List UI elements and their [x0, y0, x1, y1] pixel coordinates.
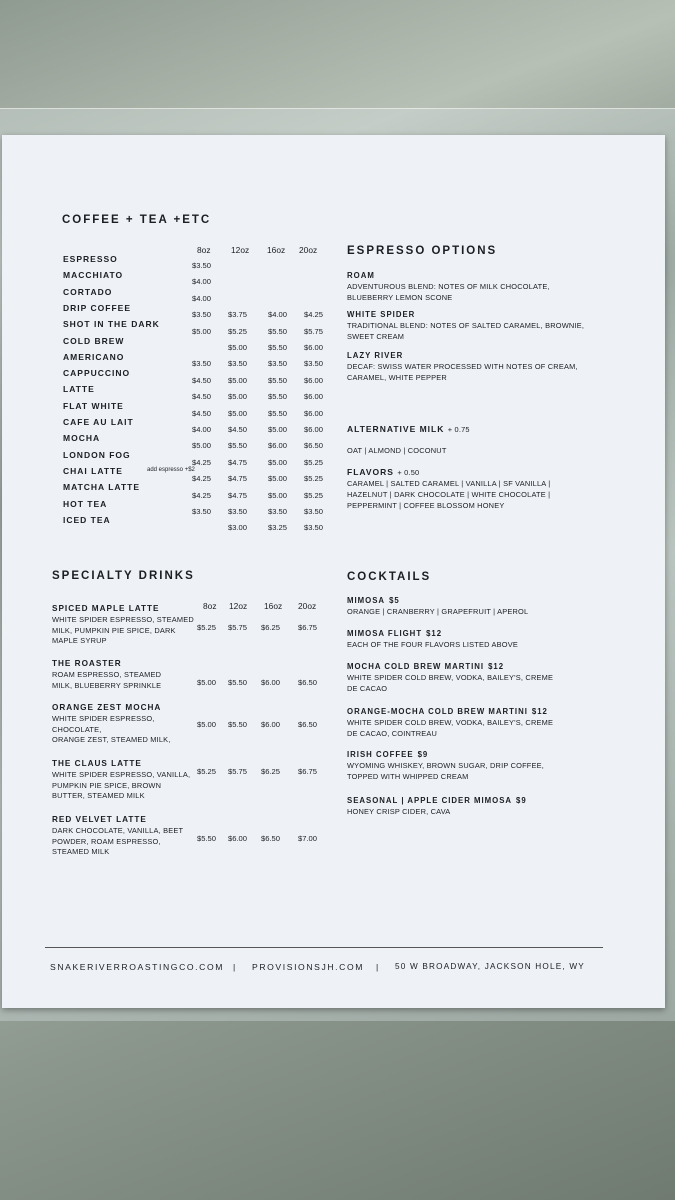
coffee-price-cell: $4.75: [228, 474, 248, 484]
flavors-title: FLAVORS: [347, 467, 394, 477]
coffee-price-cell: $3.50: [304, 507, 324, 516]
coffee-price-cell: $4.75: [228, 457, 248, 467]
coffee-item-name: CHAI LATTE: [63, 465, 123, 476]
coffee-item-name: HOT TEA: [63, 498, 108, 509]
specialty-price-cell: $7.00: [298, 834, 318, 843]
coffee-price-cell: $6.00: [304, 425, 324, 434]
specialty-price-cell: $5.50: [228, 720, 248, 729]
specialty-item-desc: CHOCOLATE,: [52, 724, 102, 734]
coffee-price-cell: $5.75: [304, 326, 324, 336]
coffee-price-cell: $3.50: [192, 359, 212, 369]
specialty-price-cell: $5.75: [228, 767, 248, 776]
cocktail-name: SEASONAL | APPLE CIDER MIMOSA: [347, 796, 513, 805]
coffee-price-cell: $6.00: [304, 375, 324, 385]
cocktail-desc: WHITE SPIDER COLD BREW, VODKA, BAILEY'S, CREME: [347, 673, 554, 682]
coffee-item-name: FLAT WHITE: [63, 400, 124, 411]
cocktail-desc: ORANGE | CRANBERRY | GRAPEFRUIT | APEROL: [347, 607, 529, 616]
coffee-section-title: COFFEE + TEA +ETC: [62, 214, 212, 226]
menu-page: [2, 135, 665, 1008]
coffee-price-cell: $5.00: [268, 425, 288, 434]
specialty-price-cell: $6.25: [261, 623, 281, 632]
cocktails-section-title: COCKTAILS: [347, 571, 432, 583]
cocktail-desc: WYOMING WHISKEY, BROWN SUGAR, DRIP COFFEE,: [347, 761, 545, 770]
specialty-item-desc: DARK CHOCOLATE, VANILLA, BEET: [52, 826, 184, 835]
specialty-item-desc: STEAMED MILK: [52, 847, 110, 856]
coffee-price-cell: $4.00: [192, 277, 212, 287]
coffee-size-label: 16oz: [267, 245, 286, 255]
cocktail-name: MIMOSA FLIGHT: [347, 629, 423, 638]
coffee-price-cell: $3.50: [228, 507, 248, 516]
specialty-price-cell: $5.00: [197, 720, 217, 729]
coffee-price-cell: $6.00: [304, 392, 324, 402]
coffee-price-cell: $4.25: [192, 490, 212, 500]
specialty-price-cell: $6.00: [228, 834, 248, 843]
specialty-price-cell: $6.00: [261, 720, 281, 729]
alt-milk-title: ALTERNATIVE MILK: [347, 424, 445, 434]
cocktail-desc: TOPPED WITH WHIPPED CREAM: [347, 772, 469, 781]
espresso-option-desc: BLUEBERRY LEMON SCONE: [347, 293, 453, 302]
specialty-item-name: RED VELVET LATTE: [52, 815, 147, 824]
specialty-price-cell: $6.75: [298, 623, 318, 632]
cocktail-heading: [347, 796, 527, 805]
cocktail-name: IRISH COFFEE: [347, 750, 414, 759]
specialty-size-label: 20oz: [298, 601, 317, 611]
coffee-price-cell: $4.25: [304, 310, 324, 320]
coffee-price-cell: $3.25: [268, 523, 288, 533]
specialty-size-label: 16oz: [264, 601, 283, 611]
cocktail-price: $9: [516, 796, 527, 805]
cocktail-heading: [347, 629, 442, 638]
espresso-option-desc: DECAF: SWISS WATER PROCESSED WITH NOTES OF CREAM,: [347, 362, 578, 371]
specialty-size-label: 8oz: [203, 601, 217, 611]
coffee-price-cell: $4.50: [192, 392, 212, 402]
coffee-price-cell: $5.25: [304, 474, 324, 484]
coffee-price-cell: $5.00: [192, 441, 212, 451]
footer-site-provisions: PROVISIONSJH.COM: [252, 962, 365, 972]
specialty-price-cell: $6.25: [261, 767, 281, 776]
cocktail-price: $12: [426, 629, 443, 638]
flavors-line-2: HAZELNUT | DARK CHOCOLATE | WHITE CHOCOLATE |: [347, 490, 551, 499]
coffee-price-cell: $4.25: [192, 457, 212, 467]
specialty-item-desc: ROAM ESPRESSO, STEAMED: [52, 670, 162, 679]
coffee-price-cell: $5.00: [192, 326, 212, 336]
espresso-option-name: ROAM: [347, 271, 375, 280]
coffee-price-cell: $3.50: [192, 310, 212, 320]
specialty-price-cell: $6.75: [298, 767, 318, 776]
specialty-item-name: THE ROASTER: [52, 659, 122, 668]
coffee-item-name: LONDON FOG: [63, 449, 131, 460]
coffee-price-cell: $6.00: [268, 441, 288, 451]
coffee-price-cell: $5.50: [228, 441, 248, 451]
coffee-price-cell: $3.50: [192, 261, 212, 270]
coffee-item-name: MATCHA LATTE: [63, 482, 140, 493]
specialty-item-name: THE CLAUS LATTE: [52, 759, 142, 768]
espresso-options-title: ESPRESSO OPTIONS: [347, 245, 498, 257]
footer-address: 50 W BROADWAY, JACKSON HOLE, WY: [395, 962, 585, 971]
coffee-price-cell: $3.50: [304, 523, 324, 533]
specialty-item-name: ORANGE ZEST MOCHA: [52, 703, 162, 712]
coffee-price-cell: $5.50: [268, 408, 288, 418]
flavors-line-1: CARAMEL | SALTED CARAMEL | VANILLA | SF VANILLA |: [347, 479, 551, 488]
coffee-size-label: 20oz: [299, 245, 318, 255]
coffee-item-name: CAPPUCCINO: [63, 368, 131, 379]
background-stone-bottom: [0, 1010, 675, 1200]
coffee-size-label: 8oz: [197, 245, 211, 255]
cocktail-price: $12: [531, 707, 548, 716]
coffee-price-cell: $4.00: [192, 425, 212, 434]
coffee-size-label: 12oz: [231, 245, 250, 255]
coffee-price-cell: $4.25: [192, 474, 212, 484]
coffee-price-cell: $5.00: [268, 490, 288, 500]
cocktail-name: ORANGE-MOCHA COLD BREW MARTINI: [347, 707, 528, 716]
specialty-item-desc: POWDER, ROAM ESPRESSO,: [52, 836, 161, 846]
espresso-option-desc: CARAMEL, WHITE PEPPER: [347, 373, 447, 382]
specialty-price-cell: $6.50: [261, 834, 281, 843]
footer-separator-2: |: [376, 962, 380, 972]
coffee-item-name: DRIP COFFEE: [63, 302, 131, 313]
cocktail-price: $12: [488, 662, 505, 671]
specialty-price-cell: $5.50: [228, 678, 248, 687]
coffee-item-name: CAFE AU LAIT: [63, 417, 134, 427]
espresso-option-desc: TRADITIONAL BLEND: NOTES OF SALTED CARAMEL, BROWNIE,: [347, 321, 585, 330]
specialty-price-cell: $5.25: [197, 767, 217, 776]
alt-milk-price: + 0.75: [447, 425, 470, 434]
coffee-item-name: CORTADO: [63, 286, 113, 297]
specialty-price-cell: $6.50: [298, 720, 318, 729]
specialty-item-desc: BUTTER, STEAMED MILK: [52, 791, 145, 800]
specialty-item-desc: WHITE SPIDER ESPRESSO, STEAMED: [52, 615, 194, 624]
coffee-price-cell: $5.00: [268, 457, 288, 467]
coffee-price-cell: $5.50: [268, 392, 288, 402]
specialty-price-cell: $5.75: [228, 623, 248, 632]
cocktail-price: $9: [417, 750, 429, 759]
coffee-item-name: ICED TEA: [63, 514, 111, 525]
coffee-price-cell: $4.00: [268, 310, 288, 320]
coffee-price-cell: $3.00: [228, 523, 248, 533]
specialty-size-label: 12oz: [229, 601, 248, 611]
cocktail-price: $5: [389, 596, 400, 605]
specialty-item-desc: ORANGE ZEST, STEAMED MILK,: [52, 735, 171, 744]
specialty-item-desc: WHITE SPIDER ESPRESSO, VANILLA,: [52, 770, 191, 779]
coffee-item-name: MOCHA: [63, 433, 101, 444]
espresso-option-desc: SWEET CREAM: [347, 332, 405, 341]
cocktail-heading: [347, 662, 504, 671]
flavors-heading: [347, 467, 419, 477]
cocktail-heading: [347, 750, 428, 759]
coffee-price-cell: $5.50: [268, 326, 288, 336]
coffee-price-cell: $5.25: [228, 326, 248, 336]
coffee-price-cell: $3.50: [268, 359, 288, 369]
coffee-item-name: AMERICANO: [63, 351, 125, 362]
coffee-item-name: COLD BREW: [63, 335, 125, 346]
coffee-price-cell: $3.75: [228, 310, 248, 320]
coffee-price-cell: $3.50: [228, 359, 248, 369]
cocktail-desc: HONEY CRISP CIDER, CAVA: [347, 807, 451, 816]
coffee-price-cell: $5.25: [304, 490, 324, 500]
coffee-price-cell: $5.00: [228, 392, 248, 402]
coffee-price-cell: $5.00: [268, 474, 288, 484]
coffee-price-cell: $3.50: [268, 507, 288, 516]
specialty-price-cell: $5.25: [197, 623, 217, 632]
specialty-price-cell: $5.50: [197, 834, 217, 843]
specialty-item-name: SPICED MAPLE LATTE: [52, 604, 160, 613]
coffee-price-cell: $6.00: [304, 343, 324, 352]
coffee-price-cell: $3.50: [304, 359, 324, 369]
coffee-price-cell: $4.50: [228, 425, 248, 434]
coffee-price-cell: $5.00: [228, 375, 248, 385]
cocktail-name: MIMOSA: [347, 596, 386, 605]
coffee-item-name: ESPRESSO: [63, 254, 118, 264]
specialty-item-desc: WHITE SPIDER ESPRESSO,: [52, 714, 155, 723]
specialty-price-cell: $6.00: [261, 678, 281, 687]
coffee-price-cell: $3.50: [192, 507, 212, 516]
specialty-price-cell: $5.00: [197, 678, 217, 687]
coffee-price-cell: $6.50: [304, 441, 324, 451]
espresso-option-name: WHITE SPIDER: [347, 310, 416, 319]
cocktail-heading: [347, 596, 400, 605]
cocktail-heading: [347, 707, 548, 716]
coffee-item-name: LATTE: [63, 384, 95, 395]
specialty-section-title: SPECIALTY DRINKS: [52, 570, 195, 582]
coffee-item-name: MACCHIATO: [63, 270, 124, 281]
cocktail-desc: DE CACAO: [347, 684, 388, 693]
cocktail-name: MOCHA COLD BREW MARTINI: [347, 662, 485, 671]
cocktail-desc: EACH OF THE FOUR FLAVORS LISTED ABOVE: [347, 640, 518, 649]
espresso-option-desc: ADVENTUROUS BLEND: NOTES OF MILK CHOCOLATE,: [347, 282, 550, 291]
coffee-price-cell: $4.50: [192, 375, 212, 385]
flavors-line-3: PEPPERMINT | COFFEE BLOSSOM HONEY: [347, 501, 505, 510]
cocktail-desc: WHITE SPIDER COLD BREW, VODKA, BAILEY'S, CREME: [347, 718, 554, 727]
coffee-item-name: SHOT IN THE DARK: [63, 319, 160, 330]
specialty-item-desc: MAPLE SYRUP: [52, 636, 107, 645]
footer-divider: [45, 947, 603, 948]
coffee-price-cell: $4.75: [228, 490, 248, 500]
flavors-price: + 0.50: [397, 468, 420, 477]
coffee-price-cell: $5.00: [228, 408, 248, 418]
coffee-price-cell: $4.50: [192, 408, 212, 418]
specialty-price-cell: $6.50: [298, 678, 318, 687]
coffee-item-note: add espresso +$2: [147, 467, 195, 474]
footer-site-snakeriver: SNAKERIVERROASTINGCO.COM: [50, 962, 225, 972]
alt-milk-options: OAT | ALMOND | COCONUT: [347, 446, 447, 455]
cocktail-desc: DE CACAO, COINTREAU: [347, 729, 438, 738]
coffee-price-cell: $5.25: [304, 457, 324, 467]
coffee-price-cell: $4.00: [192, 293, 212, 303]
coffee-price-cell: $5.50: [268, 343, 288, 352]
coffee-price-cell: $5.00: [228, 343, 248, 352]
coffee-price-cell: $6.00: [304, 408, 324, 418]
coffee-price-cell: $5.50: [268, 375, 288, 385]
alt-milk-heading: [347, 424, 470, 434]
specialty-item-desc: MILK, PUMPKIN PIE SPICE, DARK: [52, 625, 176, 635]
footer-separator-1: |: [233, 962, 237, 972]
specialty-item-desc: PUMPKIN PIE SPICE, BROWN: [52, 780, 162, 790]
specialty-item-desc: MILK, BLUEBERRY SPRINKLE: [52, 680, 162, 690]
espresso-option-name: LAZY RIVER: [347, 351, 404, 360]
